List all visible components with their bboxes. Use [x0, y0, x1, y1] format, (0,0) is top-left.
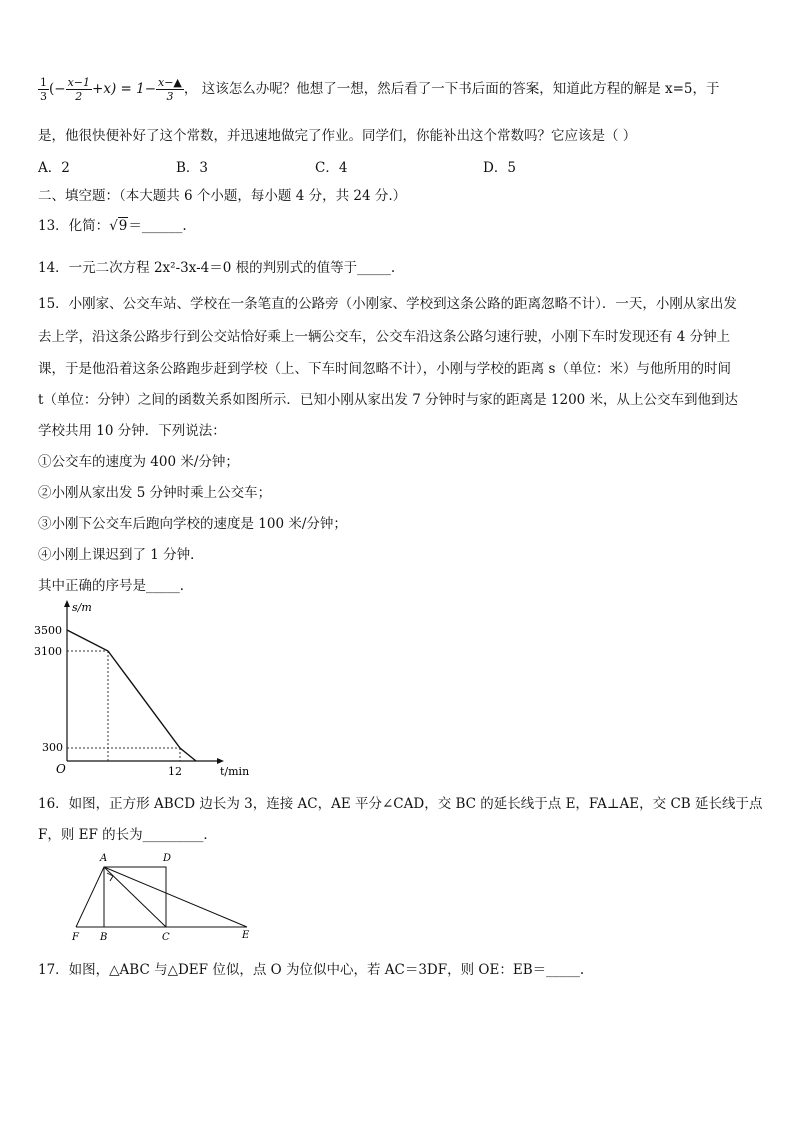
q15-statement-4: ④小刚上课迟到了 1 分钟． [38, 547, 204, 563]
series-line [67, 630, 196, 761]
question-13: 13．化简：√9＝______. [38, 218, 187, 234]
y-tick-300: 300 [42, 741, 63, 754]
segment-ae [104, 867, 247, 927]
q16-square-figure [66, 850, 256, 944]
q15-ask: 其中正确的序号是_____． [38, 578, 194, 594]
section-two-heading: 二、填空题：（本大题共 6 个小题，每小题 4 分，共 24 分.） [38, 188, 407, 204]
q15-line-3: 课，于是他沿着这条公路跑步赶到学校（上、下车时间忽略不计），小刚与学校的距离 s（单位：米）与他所用的时间 [38, 361, 731, 377]
fraction-x-minus-1-over-2: $\frac{x-1}{2}$ [67, 76, 91, 103]
x-axis-label: t/min [220, 765, 250, 778]
q12-option-d: D．5 [483, 160, 516, 176]
q12-tail-text: ， 这该怎么办呢？他想了一想，然后看了一下书后面的答案，知道此方程的解是 x=5，于 [183, 81, 720, 97]
q16-line-1: 16．如图，正方形 ABCD 边长为 3，连接 AC，AE 平分∠CAD，交 BC 的延长线于点 E，FA⊥AE，交 CB 延长线于点 [38, 796, 763, 812]
q15-distance-time-graph [30, 598, 260, 783]
origin-label: O [56, 762, 66, 776]
q12-equation-line: $\frac{1}{3}$ (− $\frac{x-1}{2}$ +x) = 1− $\frac{x-▲}{3}$ ， 这该怎么办呢？他想了一想，然后看了一下书后面的答案，知道此方程的解是 x=5，于 [40, 76, 720, 103]
q12-line2: 是，他很快便补好了这个常数，并迅速地做完了作业。同学们，你能补出这个常数吗？它应该是（ ） [38, 128, 637, 144]
label-d: D [163, 853, 172, 864]
sqrt-radicand: 9 [118, 218, 128, 234]
q15-line-2: 去上学，沿这条公路步行到公交站恰好乘上一辆公交车，公交车沿这条公路匀速行驶，小刚下车时发现还有 4 分钟上 [38, 329, 731, 345]
label-a: A [100, 853, 108, 864]
q15-statement-2: ②小刚从家出发 5 分钟时乘上公交车； [38, 485, 272, 501]
segment-fa [76, 867, 104, 927]
q15-statement-1: ①公交车的速度为 400 米/分钟； [38, 454, 239, 470]
q12-option-c: C．4 [315, 160, 348, 176]
q12-option-b: B．3 [176, 160, 209, 176]
q15-line-5: 学校共用 10 分钟．下列说法： [38, 423, 226, 439]
x-tick-12: 12 [168, 765, 182, 778]
q15-line-4: t（单位：分钟）之间的函数关系如图所示．已知小刚从家出发 7 分钟时与家的距离是 1200 米，从上公交车到他到达 [38, 392, 739, 408]
q12-option-a: A．2 [38, 160, 70, 176]
question-17: 17．如图，△ABC 与△DEF 位似，点 O 为位似中心，若 AC＝3DF，则 OE：EB＝_____. [38, 962, 585, 978]
label-b: B [100, 932, 108, 943]
sqrt-symbol: √ [109, 218, 118, 234]
fraction-x-minus-triangle-over-3: $\frac{x-▲}{3}$ [158, 76, 182, 103]
y-axis-label: s/m [72, 601, 92, 614]
question-14: 14．一元二次方程 2x²-3x-4＝0 根的判别式的值等于_____. [38, 260, 396, 276]
label-c: C [162, 932, 170, 943]
label-f: F [72, 932, 79, 943]
q15-line-1: 15．小刚家、公交车站、学校在一条笔直的公路旁（小刚家、学校到这条公路的距离忽略不计）．一天，小刚从家出发 [38, 296, 737, 312]
fraction-one-third: $\frac{1}{3}$ [40, 76, 47, 103]
label-e: E [242, 930, 250, 941]
y-tick-3100: 3100 [34, 645, 62, 658]
y-axis-arrow [64, 600, 70, 607]
y-tick-3500: 3500 [34, 624, 62, 637]
q15-statement-3: ③小刚下公交车后跑向学校的速度是 100 米/分钟； [38, 516, 347, 532]
q16-line-2: F，则 EF 的长为_________． [38, 827, 217, 843]
x-axis-arrow [217, 758, 224, 764]
